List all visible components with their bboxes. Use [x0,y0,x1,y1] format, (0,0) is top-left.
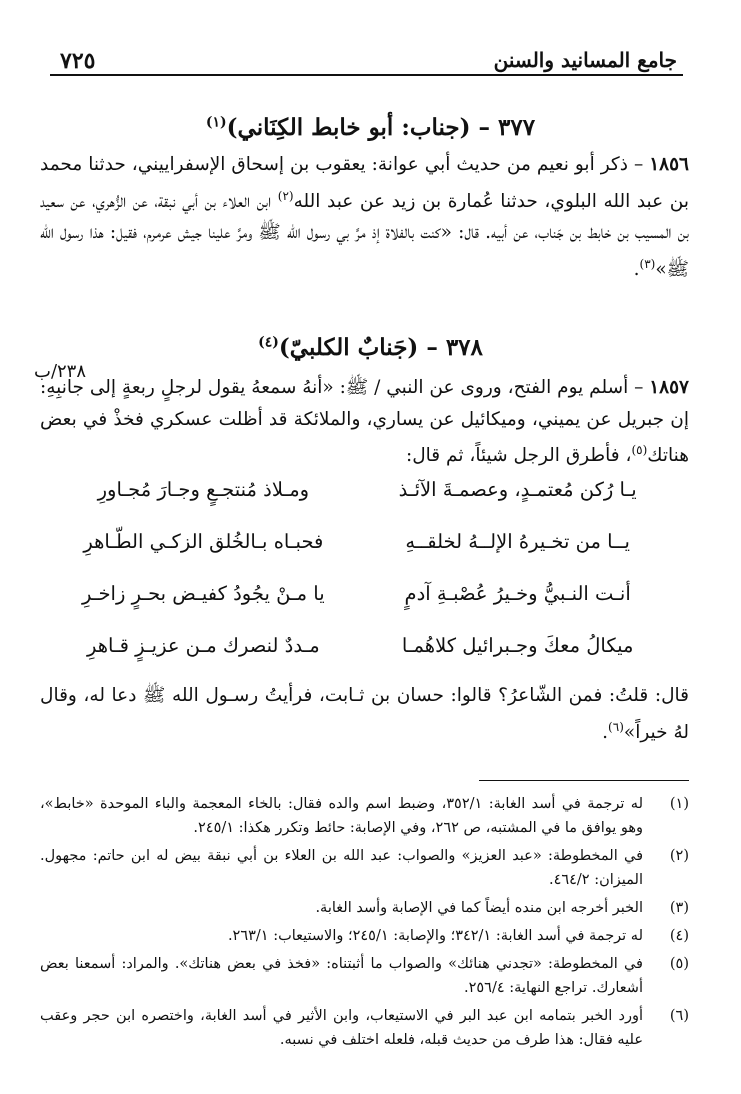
page-number: ٧٢٥ [60,48,96,74]
footnote-divider [479,780,689,781]
footnote-number: (٥) [669,956,689,972]
footnote [40,896,689,920]
verse-line [64,634,657,686]
entry-heading [70,334,671,361]
poem-verses [64,478,657,686]
entry-heading-text: ٣٧٨ – (جَنابٌ الكلبيّ) [278,334,483,361]
entry-heading-text: ٣٧٧ – (جناب: أبو خابط الكِنَاني) [226,114,536,141]
footnote-text: له ترجمة في أسد الغابة: ٣٤٢/١؛ والإصابة: ٢٤٥/١؛ والاستيعاب: ٢٦٣/١. [227,928,643,944]
footnote-text: في المخطوطة: «عبد العزيز» والصواب: عبد الله بن العلاء بن أبي نبقة بيض له ابن حاتم: مجهول. الميزان: ٤٦٤/٢. [40,848,643,888]
verse-line [64,582,657,634]
verse-hemistich-second: يا مـنْ يجُودُ كفيـض بحـرٍ زاخـرِ [82,582,325,605]
footnotes [40,792,689,1056]
verse-hemistich-first: يــا من تخـيرهُ الإلــهُ لخلقــهِ [405,530,630,553]
entry-heading [70,114,671,141]
footnote [40,792,689,840]
verse-line [64,478,657,530]
verse-hemistich-first: أنـت النـبيُّ وخـيرُ عُصْبـةِ آدمٍ [404,582,631,605]
footnote-number: (٢) [669,848,689,864]
footnote-text: في المخطوطة: «تجدني هنائك» والصواب ما أثبتناه: «فخذ في بعض هناتك». والمراد: أسمعنا بعض أشعارك. تراجع النهاية: ٢٥٦/٤. [40,956,643,996]
heading-footnote-ref: (١) [205,114,227,131]
footnote-number: (١) [669,796,689,812]
heading-footnote-ref: (٤) [258,334,279,351]
verse-hemistich-second: فحبـاه بـالخُلق الزكـي الطّـاهرِ [83,530,324,553]
footnote [40,844,689,892]
verse-line [64,530,657,582]
closing-paragraph: قال: قلتُ: فمن الشّاعرُ؟ قالوا: حسان بن ثـابت، فرأيتُ رسـول الله ﷺ دعا له، وقال لهُ خيراً»$^{(٦)}$. [40,685,689,743]
footnote-number: (٣) [669,900,689,916]
hadith-paragraph: ١٨٥٧ – أسلم يوم الفتح، وروى عن النبي / ﷺ: «أنهُ سمعهُ يقول لرجلٍ ربعةٍ إلى جانبِهِ: إن جبريل عن يميني، وميكائيل عن يساري، والملائكة قد أظلت عسكري فخذْ في بعض هناتك$^{(٥)}$، فأطرق الرجل شيئاً، ثم قال: [40,377,689,467]
footnote [40,952,689,1000]
footnote-text: الخبر أخرجه ابن منده أيضاً كما في الإصابة وأسد الغابة. [315,900,643,916]
footnote-text: أورد الخبر بتمامه ابن عبد البر في الاستيعاب، وابن الأثير في أسد الغابة، واختصره ابن حجر وعقب عليه فقال: هذا طرف من حديث قبله، فلعله اختلف في نسبه. [40,1008,643,1048]
verse-hemistich-first: يـا رُكن مُعتمـدٍ، وعصمـةَ الآئـذ [398,478,637,501]
verse-hemistich-second: مـددٌ لنصرك مـن عزيـزٍ قـاهرِ [86,634,320,657]
verse-hemistich-second: ومـلاذ مُنتجـعٍ وجـارَ مُجـاورِ [97,478,310,501]
verse-hemistich-first: ميكالُ معكَ وجـبرائيل كلاهُمـا [401,634,634,657]
footnote [40,924,689,948]
header-divider [50,74,683,76]
footnote-number: (٤) [669,928,689,944]
footnote [40,1004,689,1052]
footnote-text: له ترجمة في أسد الغابة: ٣٥٢/١، وضبط اسم والده فقال: بالخاء المعجمة والباء الموحدة «خابط»، وهو يوافق ما في المشتبه، ص ٢٦٢، وفي الإصابة: حائط وتكرر هكذا: ٢٤٥/١. [40,796,644,836]
manuscript-folio-ref: ٢٣٨/ب [34,361,87,382]
footnote-number: (٦) [669,1008,689,1024]
hadith-paragraph: ١٨٥٦ – ذكر أبو نعيم من حديث أبي عوانة: يعقوب بن إسحاق الإسفراييني، حدثنا محمد بن عبد الله البلوي، حدثنا عُمارة بن زيد عن عبد الله$^{(٢)}$ ابن العلاء بن أبي نبقة، عن الزُّهري، عن سعيد بن المسيب بن خابط بن جَناب، عن أبيه. قال: «كنت بالفلاة إذ مرَّ بي رسول الله ﷺ ومرَّ علينا جيش عرمرم، فقيل: هذا رسول الله ﷺ»$^{(٣)}$. [40,154,689,280]
running-title: جامع المسانيد والسنن [493,48,677,72]
